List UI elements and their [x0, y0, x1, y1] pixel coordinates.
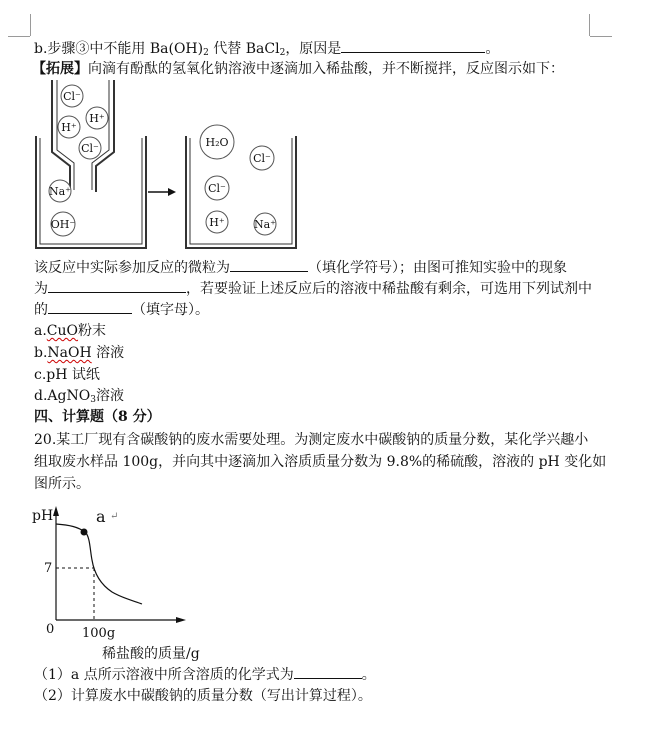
- question-line-2: [34, 278, 592, 299]
- expand-tag: 【拓展】: [32, 61, 88, 77]
- question-text: 该反应中实际参加反应的微粒为: [34, 260, 230, 276]
- step-b-text: 代替 BaCl: [208, 41, 280, 57]
- option-a: [34, 321, 106, 341]
- step-b-text: ，原因是: [285, 41, 342, 57]
- question-text: （填化学符号）；由图可推知实验中的现象: [308, 260, 567, 276]
- answer-blank[interactable]: [294, 664, 362, 679]
- option-chem: pH: [46, 367, 68, 383]
- question-text: （填字母）。: [132, 302, 209, 318]
- sub-question-text: （1）a 点所示溶液中所含溶质的化学式为: [34, 667, 294, 683]
- paragraph-mark: ↵: [110, 511, 119, 522]
- page-corner-mark: [30, 14, 32, 36]
- answer-blank[interactable]: [230, 257, 308, 272]
- answer-blank[interactable]: [48, 278, 186, 293]
- option-text: 粉末: [78, 323, 107, 339]
- ion-label: Na⁺: [254, 218, 276, 231]
- ion-label: H₂O: [205, 136, 229, 149]
- x-axis-arrow: [176, 617, 186, 623]
- ion-label: Cl⁻: [81, 142, 99, 155]
- dropper-inner-right: [92, 80, 109, 190]
- option-chem: CuO: [46, 323, 79, 339]
- reaction-arrow: [148, 188, 176, 196]
- option-text: 溶液: [95, 388, 124, 404]
- section-title: 四、计算题（8 分）: [34, 409, 161, 425]
- origin-label: 0: [46, 622, 55, 637]
- q20-line-1: 20.某工厂现有含碳酸钠的废水需要处理。为测定废水中碳酸钠的质量分数，某化学兴趣小: [34, 432, 589, 448]
- question-text: 为: [34, 281, 48, 297]
- expand-text: 向滴有酚酞的氢氧化钠溶液中逐滴加入稀盐酸，并不断搅拌，反应图示如下：: [88, 61, 564, 77]
- point-a: [81, 529, 88, 536]
- question-text: 的: [34, 302, 48, 318]
- option-text: 试纸: [67, 367, 100, 383]
- dropper-right: [96, 80, 114, 192]
- page-corner-mark: [589, 14, 591, 36]
- q20-line-2: 组取废水样品 100g，并向其中逐滴加入溶质质量分数为 9.8%的稀硫酸，溶液的 pH 变化如: [34, 454, 607, 470]
- ion-label: Cl⁻: [63, 90, 81, 103]
- subscript: 2: [203, 48, 209, 58]
- ion-label: H⁺: [89, 112, 105, 125]
- q20-line-3: 图所示。: [34, 476, 90, 492]
- option-letter: a.: [34, 323, 47, 339]
- option-chem: NaOH: [47, 345, 92, 361]
- point-a-label: a: [96, 507, 106, 526]
- question-text: ，若要验证上述反应后的溶液中稀盐酸有剩余，可选用下列试剂中: [186, 281, 592, 297]
- y-tick-7: 7: [44, 561, 53, 576]
- subscript: 2: [279, 48, 286, 58]
- reaction-diagram: [30, 80, 310, 254]
- page-corner-mark: [8, 36, 30, 38]
- expand-line: [32, 59, 564, 79]
- x-tick-100g: 100g: [82, 626, 116, 641]
- question-line-1: [34, 257, 567, 278]
- option-text: 溶液: [91, 345, 125, 361]
- x-axis-label: 稀盐酸的质量/g: [102, 646, 200, 662]
- sub-question-1: [34, 664, 376, 685]
- ph-curve: [56, 524, 142, 604]
- subscript: 3: [90, 395, 96, 405]
- ph-graph: [30, 498, 270, 664]
- sub-question-2: （2）计算废水中碳酸钠的质量分数（写出计算过程）。: [34, 688, 372, 704]
- answer-blank[interactable]: [341, 38, 485, 53]
- answer-blank[interactable]: [48, 299, 132, 314]
- option-b: [34, 343, 124, 363]
- ion-label: OH⁻: [50, 218, 76, 231]
- ion-label: Cl⁻: [208, 182, 226, 195]
- question-line-3: [34, 299, 209, 320]
- option-chem: AgNO: [47, 388, 91, 404]
- option-letter: b.: [34, 345, 48, 361]
- option-letter: d.: [34, 388, 48, 404]
- step-b-text: b.步骤③中不能用 Ba(OH): [34, 41, 204, 57]
- option-c: [34, 365, 100, 385]
- right-beaker: [186, 136, 296, 248]
- step-b-text: 。: [485, 41, 500, 57]
- y-axis-label: pH: [32, 508, 54, 524]
- ion-label: H⁺: [209, 216, 225, 229]
- ion-label: Cl⁻: [253, 152, 271, 165]
- ion-label: Na⁺: [49, 185, 71, 198]
- y-axis-arrow: [53, 506, 59, 516]
- sub-question-text: 。: [361, 667, 376, 683]
- page-corner-mark: [590, 36, 612, 38]
- ion-label: H⁺: [61, 121, 77, 134]
- option-letter: c.: [34, 367, 47, 383]
